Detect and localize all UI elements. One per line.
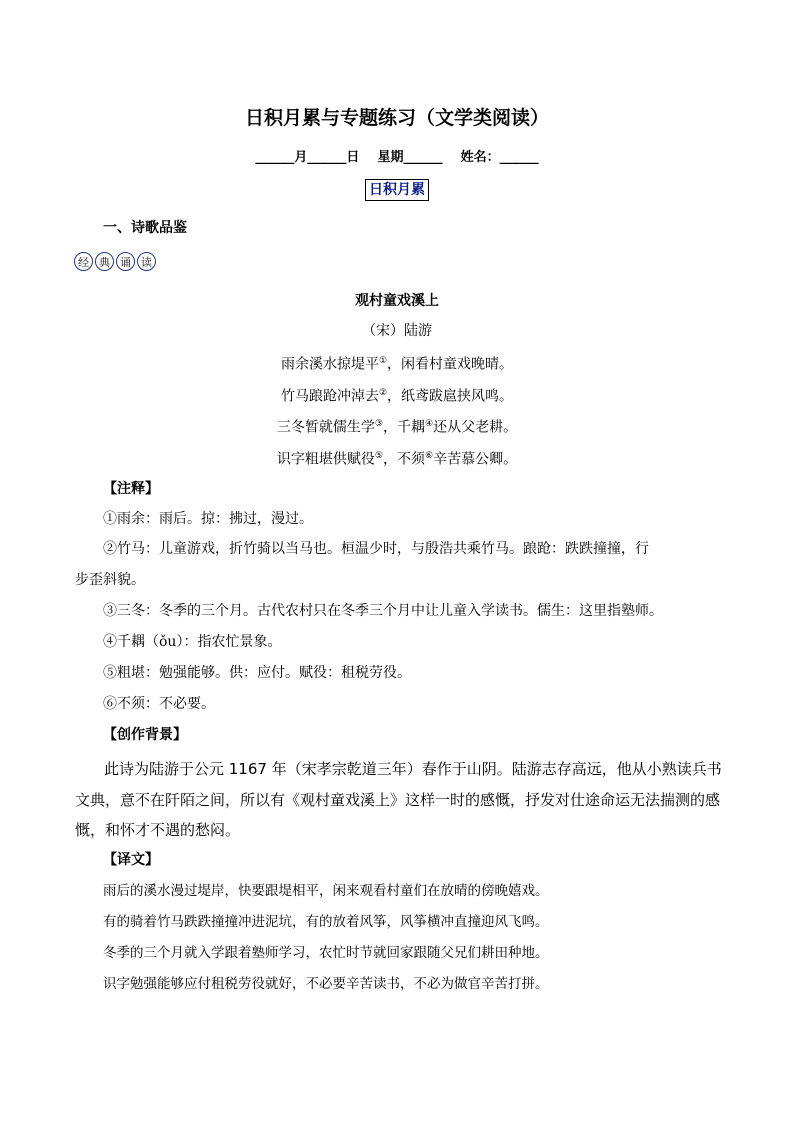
poem-line: 三冬暂就儒生学③，千耦④还从父老耕。 <box>276 419 518 436</box>
translation-line: 雨后的溪水漫过堤岸，快要跟堤相平，闲来观看村童们在放晴的傍晚嬉戏。 <box>103 883 549 899</box>
note-item: ②竹马：儿童游戏，折竹骑以当马也。桓温少时，与殷浩共乘竹马。踉跄：跌跌撞撞，行 <box>103 541 649 557</box>
note-item: ①雨余：雨后。掠：拂过，漫过。 <box>103 511 313 527</box>
note-item: ⑥不须：不必要。 <box>103 696 215 712</box>
poem-author: （宋）陆游 <box>362 323 432 339</box>
page-title: 日积月累与专题练习（文学类阅读） <box>244 107 549 129</box>
date-name-line: ______月______日 星期______ 姓名：______ <box>255 150 539 165</box>
background-paragraph: 此诗为陆游于公元 1167 年（宋孝宗乾道三年）春作于山阴。陆游志存高远，他从小熟读兵书文典，意不在阡陌之间，所以有《观村童戏溪上》这样一时的感慨，抒发对仕途命运无法揣测的感慨，和怀才不遇的愁闷。 <box>75 760 722 839</box>
badge-char: 诵 <box>116 252 135 271</box>
section-box-label: 日积月累 <box>365 179 429 201</box>
badge-char: 典 <box>95 252 114 271</box>
background-heading: 【创作背景】 <box>103 727 187 743</box>
note-item-continued: 步歪斜貌。 <box>75 572 145 588</box>
badge-char: 读 <box>137 252 156 271</box>
poem-title: 观村童戏溪上 <box>355 293 439 309</box>
translation-line: 有的骑着竹马跌跌撞撞冲进泥坑，有的放着风筝，风筝横冲直撞迎风飞鸣。 <box>103 914 549 930</box>
poem-body <box>0 350 794 476</box>
translation-line: 冬季的三个月就入学跟着塾师学习，农忙时节就回家跟随父兄们耕田种地。 <box>103 945 549 961</box>
note-item: ⑤粗堪：勉强能够。供：应付。赋役：租税劳役。 <box>103 665 411 681</box>
translation-heading: 【译文】 <box>103 852 159 868</box>
poem-line: 竹马踉跄冲淖去②，纸鸢跋扈挟风鸣。 <box>280 387 514 405</box>
section-heading: 一、诗歌品鉴 <box>103 220 187 236</box>
translation-line: 识字勉强能够应付租税劳役就好，不必要辛苦读书，不必为做官辛苦打拼。 <box>103 976 549 992</box>
note-item: ④千耦（ǒu）：指农忙景象。 <box>103 634 282 650</box>
poem-line: 识字粗堪供赋役⑤，不须⑥辛苦慕公卿。 <box>276 450 518 468</box>
note-item: ③三冬：冬季的三个月。古代农村只在冬季三个月中让儿童入学读书。儒生：这里指塾师。 <box>103 603 663 619</box>
classic-reading-badges <box>74 252 156 271</box>
poem-line: 雨余溪水掠堤平①，闲看村童戏晚晴。 <box>280 356 514 373</box>
notes-heading: 【注释】 <box>103 481 159 497</box>
badge-char: 经 <box>74 252 93 271</box>
